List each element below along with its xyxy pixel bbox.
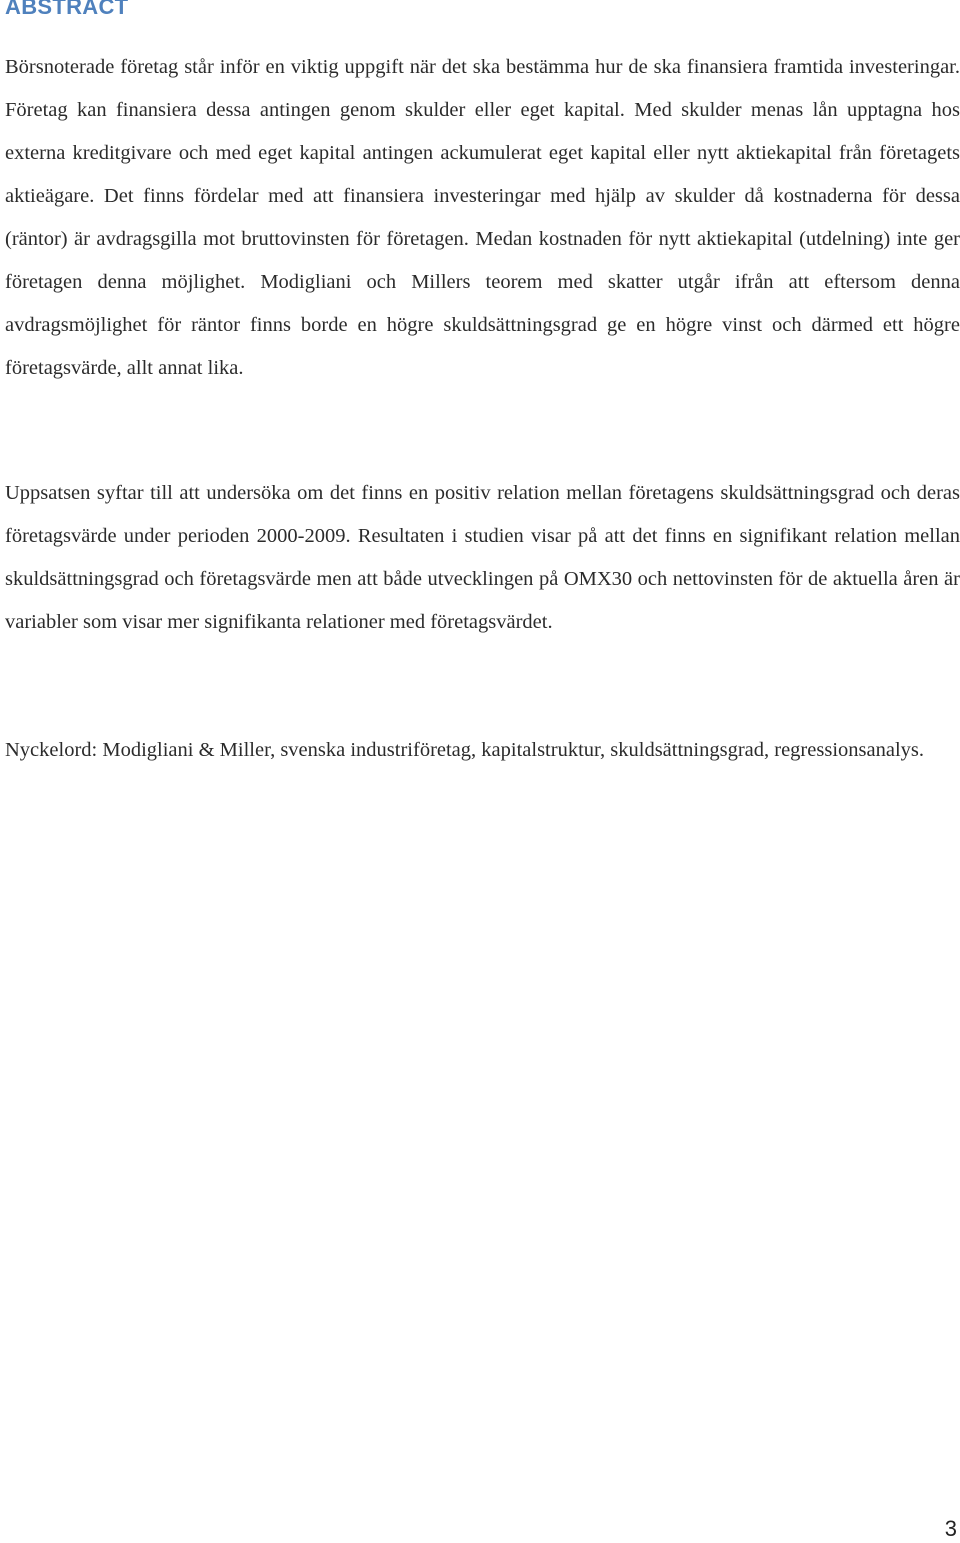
keywords-paragraph: Nyckelord: Modigliani & Miller, svenska industriföretag, kapitalstruktur, skuldsättningsgrad, regressionsanalys. (5, 739, 924, 761)
page-number: 3 (944, 1516, 957, 1541)
abstract-heading: ABSTRACT (5, 0, 129, 19)
abstract-paragraph-2: Uppsatsen syftar till att undersöka om det finns en positiv relation mellan företagens skuldsättningsgrad och deras företagsvärde under perioden 2000-2009. Resultaten i studien visar på att det finns en signifikant relation mellan skuldsättningsgrad och företagsvärde men att både utvecklingen på OMX30 och nettovinsten för de aktuella åren är variabler som visar mer signifikanta relationer med företagsvärdet. (5, 482, 960, 633)
abstract-paragraph-1: Börsnoterade företag står inför en viktig uppgift när det ska bestämma hur de ska finansiera framtida investeringar. Företag kan finansiera dessa antingen genom skulder eller eget kapital. Med skulder menas lån upptagna hos externa kreditgivare och med eget kapital antingen ackumulerat eget kapital eller nytt aktiekapital från företagets aktieägare. Det finns fördelar med att finansiera investeringar med hjälp av skulder då kostnaderna för dessa (räntor) är avdragsgilla mot bruttovinsten för företagen. Medan kostnaden för nytt aktiekapital (utdelning) inte ger företagen denna möjlighet. Modigliani och Millers teorem med skatter utgår ifrån att eftersom denna avdragsmöjlighet för räntor finns borde en högre skuldsättningsgrad ge en högre vinst och därmed ett högre företagsvärde, allt annat lika. (5, 56, 960, 379)
